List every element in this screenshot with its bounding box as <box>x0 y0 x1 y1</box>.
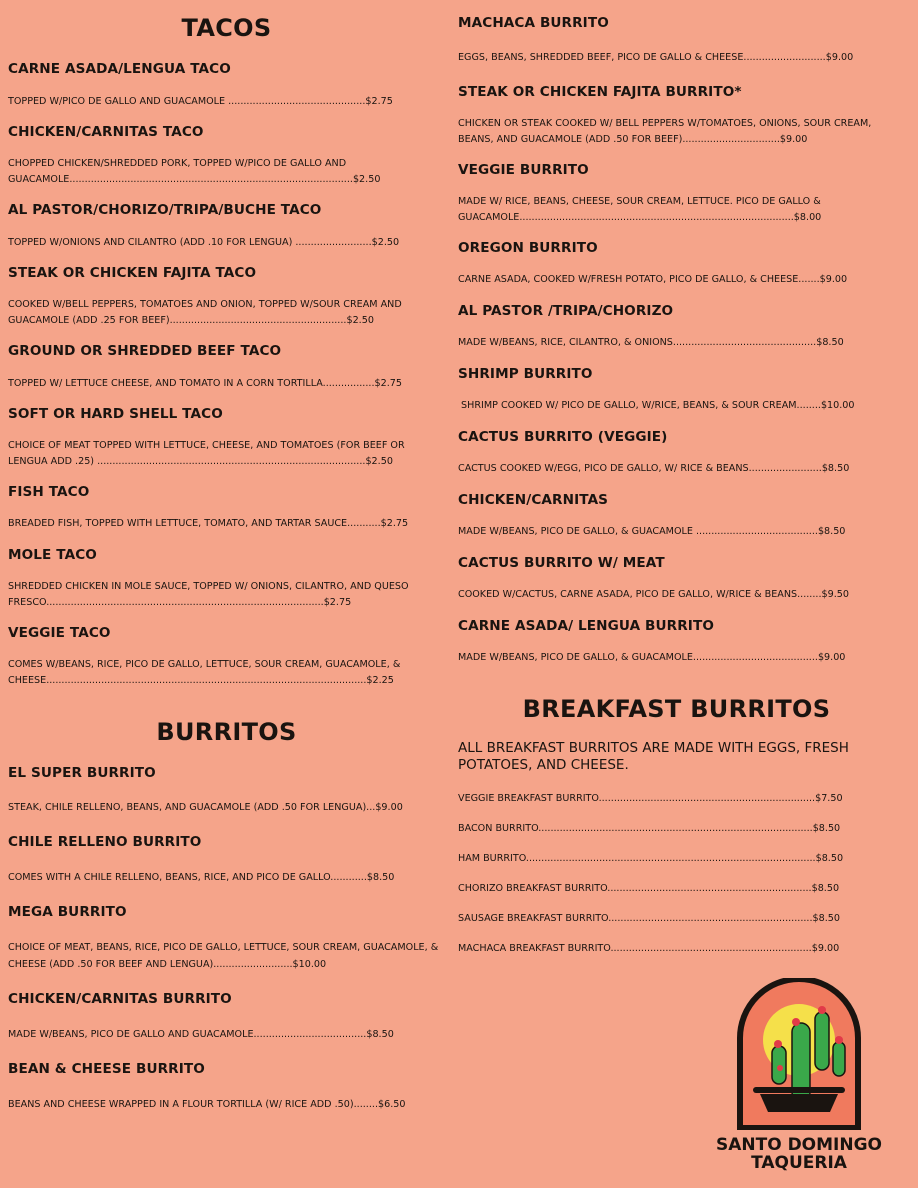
item-name: GROUND OR SHREDDED BEEF TACO <box>8 343 282 359</box>
tacos-title: TACOS <box>181 14 272 42</box>
item-name: CHILE RELLENO BURRITO <box>8 834 202 850</box>
breakfast-item: VEGGIE BREAKFAST BURRITO.......................................................................$7.50 <box>458 793 843 804</box>
item-desc: CACTUS COOKED W/EGG, PICO DE GALLO, W/ RICE & BEANS........................$8.50 <box>458 463 850 474</box>
item-desc: TOPPED W/ LETTUCE CHEESE, AND TOMATO IN A CORN TORTILLA.................$2.75 <box>8 378 402 389</box>
item-desc: CHOICE OF MEAT TOPPED WITH LETTUCE, CHEESE, AND TOMATOES (FOR BEEF OR LENGUA ADD .25) ........................................................................................$2.50 <box>8 440 405 467</box>
item-desc: MADE W/BEANS, RICE, CILANTRO, & ONIONS...............................................$8.50 <box>458 337 844 348</box>
item-name: MACHACA BURRITO <box>458 15 609 31</box>
item-desc: TOPPED W/PICO DE GALLO AND GUACAMOLE .............................................$2.75 <box>8 96 393 107</box>
item-desc: CHOPPED CHICKEN/SHREDDED PORK, TOPPED W/PICO DE GALLO AND GUACAMOLE.............................................................................................$2.50 <box>8 158 381 185</box>
logo-line2: TAQUERIA <box>751 1153 847 1173</box>
burritos-title: BURRITOS <box>156 718 297 746</box>
item-name: CHICKEN/CARNITAS <box>458 492 609 508</box>
item-desc: BEANS AND CHEESE WRAPPED IN A FLOUR TORTILLA (W/ RICE ADD .50)........$6.50 <box>8 1099 406 1110</box>
item-desc: COOKED W/BELL PEPPERS, TOMATOES AND ONION, TOPPED W/SOUR CREAM AND GUACAMOLE (ADD .25 FOR BEEF)..........................................................$2.50 <box>8 299 402 326</box>
item-name: OREGON BURRITO <box>458 240 598 256</box>
item-name: VEGGIE BURRITO <box>458 162 589 178</box>
item-name: EL SUPER BURRITO <box>8 765 156 781</box>
breakfast-subtitle: ALL BREAKFAST BURRITOS ARE MADE WITH EGGS, FRESH POTATOES, AND CHEESE. <box>458 740 849 773</box>
item-name: CARNE ASADA/LENGUA TACO <box>8 61 231 77</box>
item-desc: COMES W/BEANS, RICE, PICO DE GALLO, LETTUCE, SOUR CREAM, GUACAMOLE, & CHEESE.........................................................................................................$2.25 <box>8 659 401 686</box>
item-name: AL PASTOR/CHORIZO/TRIPA/BUCHE TACO <box>8 202 322 218</box>
item-desc: COOKED W/CACTUS, CARNE ASADA, PICO DE GALLO, W/RICE & BEANS........$9.50 <box>458 589 849 600</box>
cactus-arch-icon <box>700 978 898 1130</box>
item-desc: MADE W/ RICE, BEANS, CHEESE, SOUR CREAM, LETTUCE. PICO DE GALLO & GUACAMOLE..........................................................................................$8.00 <box>458 196 822 223</box>
item-name: CACTUS BURRITO (VEGGIE) <box>458 429 668 445</box>
item-desc: MADE W/BEANS, PICO DE GALLO, & GUACAMOLE.........................................$9.00 <box>458 652 846 663</box>
item-desc: BREADED FISH, TOPPED WITH LETTUCE, TOMATO, AND TARTAR SAUCE...........$2.75 <box>8 518 409 529</box>
item-name: FISH TACO <box>8 484 90 500</box>
item-name: SHRIMP BURRITO <box>458 366 593 382</box>
breakfast-item: CHORIZO BREAKFAST BURRITO...................................................................$8.50 <box>458 883 840 894</box>
item-desc: CHICKEN OR STEAK COOKED W/ BELL PEPPERS W/TOMATOES, ONIONS, SOUR CREAM, BEANS, AND GUACAMOLE (ADD .50 FOR BEEF)................................$9.00 <box>458 118 872 145</box>
item-name: CHICKEN/CARNITAS TACO <box>8 124 204 140</box>
breakfast-item: HAM BURRITO...............................................................................................$8.50 <box>458 853 844 864</box>
breakfast-item: SAUSAGE BREAKFAST BURRITO...................................................................$8.50 <box>458 913 840 924</box>
item-desc: MADE W/BEANS, PICO DE GALLO AND GUACAMOLE.....................................$8.50 <box>8 1029 394 1040</box>
item-name: CARNE ASADA/ LENGUA BURRITO <box>458 618 714 634</box>
santo-domingo-logo <box>700 978 898 1178</box>
item-desc: STEAK, CHILE RELLENO, BEANS, AND GUACAMOLE (ADD .50 FOR LENGUA)...$9.00 <box>8 802 403 813</box>
item-desc: CARNE ASADA, COOKED W/FRESH POTATO, PICO DE GALLO, & CHEESE.......$9.00 <box>458 274 848 285</box>
item-name: CHICKEN/CARNITAS BURRITO <box>8 991 232 1007</box>
item-name: AL PASTOR /TRIPA/CHORIZO <box>458 303 674 319</box>
item-name: CACTUS BURRITO W/ MEAT <box>458 555 665 571</box>
breakfast-item: MACHACA BREAKFAST BURRITO..................................................................$9.00 <box>458 943 840 954</box>
item-name: STEAK OR CHICKEN FAJITA BURRITO* <box>458 84 742 100</box>
item-name: BEAN & CHEESE BURRITO <box>8 1061 205 1077</box>
item-desc: SHRIMP COOKED W/ PICO DE GALLO, W/RICE, BEANS, & SOUR CREAM........$10.00 <box>458 400 855 411</box>
item-desc: SHREDDED CHICKEN IN MOLE SAUCE, TOPPED W/ ONIONS, CILANTRO, AND QUESO FRESCO...........................................................................................$2.75 <box>8 581 409 608</box>
item-desc: EGGS, BEANS, SHREDDED BEEF, PICO DE GALLO & CHEESE...........................$9.00 <box>458 52 854 63</box>
item-desc: CHOICE OF MEAT, BEANS, RICE, PICO DE GALLO, LETTUCE, SOUR CREAM, GUACAMOLE, & CHEESE (ADD .50 FOR BEEF AND LENGUA)..........................$10.00 <box>8 942 439 970</box>
item-desc: MADE W/BEANS, PICO DE GALLO, & GUACAMOLE ........................................$8.50 <box>458 526 846 537</box>
breakfast-title: BREAKFAST BURRITOS <box>522 695 831 723</box>
item-name: MOLE TACO <box>8 547 97 563</box>
item-name: VEGGIE TACO <box>8 625 111 641</box>
item-desc: TOPPED W/ONIONS AND CILANTRO (ADD .10 FOR LENGUA) .........................$2.50 <box>8 237 400 248</box>
item-name: MEGA BURRITO <box>8 904 127 920</box>
breakfast-item: BACON BURRITO..........................................................................................$8.50 <box>458 823 841 834</box>
item-name: STEAK OR CHICKEN FAJITA TACO <box>8 265 257 281</box>
logo-line1: SANTO DOMINGO <box>715 1135 883 1155</box>
item-desc: COMES WITH A CHILE RELLENO, BEANS, RICE, AND PICO DE GALLO............$8.50 <box>8 872 395 883</box>
item-name: SOFT OR HARD SHELL TACO <box>8 406 223 422</box>
